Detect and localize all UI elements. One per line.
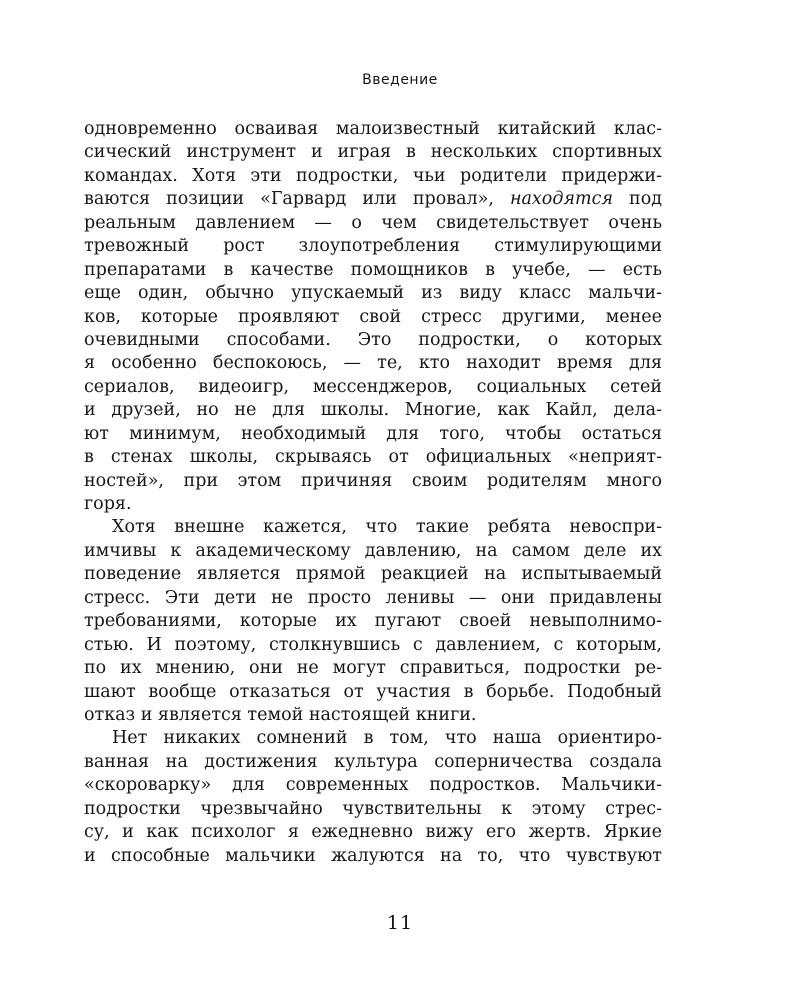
text-line: шают вообще отказаться от участия в борьбе. Подобный bbox=[84, 681, 662, 702]
text-line: Нет никаких сомнений в том, что наша ориентиро- bbox=[112, 728, 662, 749]
text-line: ков, которые проявляют свой стресс другими, менее bbox=[84, 306, 662, 327]
text-line: стресс. Эти дети не просто ленивы — они придавлены bbox=[84, 587, 662, 608]
text-line: по их мнению, они не могут справиться, подростки ре- bbox=[84, 658, 662, 679]
text-line: ванная на достижения культура соперничества создала bbox=[84, 751, 662, 772]
text-line: горя. bbox=[84, 494, 132, 514]
text-line: сериалов, видеоигр, мессенджеров, социальных сетей bbox=[84, 376, 662, 397]
body-text bbox=[84, 118, 662, 868]
emphasis-text: находятся bbox=[509, 189, 613, 210]
text-line: су, и как психолог я ежедневно вижу его жертв. Яркие bbox=[84, 822, 662, 843]
text-line: очевидными способами. Это подростки, о которых bbox=[84, 329, 662, 350]
text-line: стью. И поэтому, столкнувшись с давлением, с которым, bbox=[84, 634, 662, 655]
text-segment: ваются позиции «Гарвард или провал», bbox=[84, 189, 510, 210]
text-line: командах. Хотя эти подростки, чьи родители придержи- bbox=[84, 165, 662, 186]
paragraph-2 bbox=[84, 516, 662, 727]
text-line: ют минимум, необходимый для того, чтобы остаться bbox=[84, 423, 662, 444]
text-line: поведение является прямой реакцией на испытываемый bbox=[84, 564, 662, 585]
text-line: требованиями, которые их пугают своей невыполнимо- bbox=[84, 611, 662, 632]
text-line: имчивы к академическому давлению, на самом деле их bbox=[84, 540, 662, 561]
text-line: и способные мальчики жалуются на то, что чувствуют bbox=[84, 845, 662, 866]
text-line: подростки чрезвычайно чувствительны к этому стрес- bbox=[84, 798, 662, 819]
text-line: Хотя внешне кажется, что такие ребята невоспри- bbox=[112, 517, 662, 538]
text-line: реальным давлением — о чем свидетельствует очень bbox=[84, 212, 662, 233]
text-line: и друзей, но не для школы. Многие, как Кайл, дела- bbox=[84, 400, 662, 421]
text-line bbox=[84, 188, 662, 211]
page-number: 11 bbox=[386, 912, 414, 934]
text-line: препаратами в качестве помощников в учебе, — есть bbox=[84, 259, 662, 280]
paragraph-3 bbox=[84, 727, 662, 868]
running-head: Введение bbox=[362, 72, 438, 88]
text-line: отказ и является темой настоящей книги. bbox=[84, 704, 477, 725]
text-line: ностей», при этом причиняя своим родителям много bbox=[84, 470, 662, 491]
text-line: одновременно осваивая малоизвестный китайский клас- bbox=[84, 119, 662, 139]
text-line: в стенах школы, скрываясь от официальных «неприят- bbox=[84, 447, 662, 468]
text-line: сический инструмент и играя в нескольких спортивных bbox=[84, 142, 662, 163]
text-line: я особенно беспокоюсь, — те, кто находит время для bbox=[84, 353, 662, 374]
text-line: «скороварку» для современных подростков. Мальчики- bbox=[84, 775, 662, 796]
paragraph-1 bbox=[84, 118, 662, 516]
text-segment: под bbox=[612, 189, 662, 210]
text-line: еще один, обычно упускаемый из виду класс мальчи- bbox=[84, 283, 662, 304]
text-line: тревожный рост злоупотребления стимулирующими bbox=[84, 236, 662, 257]
